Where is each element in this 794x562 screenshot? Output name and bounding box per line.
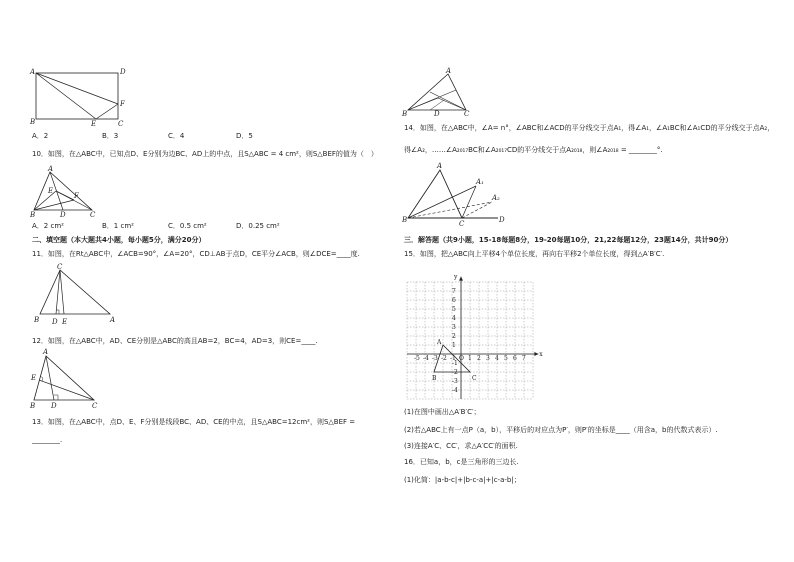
q11-label-a: A xyxy=(110,316,116,324)
x-tick-label: 4 xyxy=(495,355,499,362)
q14-big-label-a: A xyxy=(437,162,443,170)
y-tick-label: 1 xyxy=(452,342,456,349)
q9-option-b[interactable]: B．3 xyxy=(102,132,119,140)
q9-label-a: A xyxy=(30,68,36,76)
q10-option-d[interactable]: D．0.25 cm² xyxy=(236,222,280,230)
q14-big-label-a2: A₂ xyxy=(492,194,500,202)
q9-label-b: B xyxy=(30,118,36,126)
x-tick-label: O xyxy=(459,355,464,362)
q14-big-label-a1: A₁ xyxy=(476,178,484,186)
q12-label-d: D xyxy=(51,402,57,410)
q10-label-d: D xyxy=(60,211,66,219)
q10-label-e: E xyxy=(48,187,54,195)
q14-line-inner-2 xyxy=(438,98,466,110)
q14-big-triangle xyxy=(408,170,462,218)
q11-label-d: D xyxy=(52,318,58,326)
q11-label-b: B xyxy=(34,316,40,324)
q9-line-ae xyxy=(36,73,96,119)
section-3-heading: 三．解答题（共9小题，15-18每题8分，19-20每题10分，21,22每题12分，23题14分，共计90分） xyxy=(404,236,733,244)
q10-line-ef xyxy=(56,191,74,200)
q12-label-b: B xyxy=(30,402,36,410)
y-tick-label: 5 xyxy=(452,306,456,313)
x-tick-label: -4 xyxy=(423,355,429,362)
q14-big-label-d: D xyxy=(499,216,505,224)
q9-line-af xyxy=(36,73,118,104)
q10-triangle xyxy=(34,172,92,210)
q14-line-ba2 xyxy=(408,202,492,218)
q10-option-b[interactable]: B．1 cm² xyxy=(102,222,134,230)
y-tick-label: -3 xyxy=(452,378,458,385)
q14-big-label-b: B xyxy=(402,216,408,224)
y-tick-label: -2 xyxy=(452,369,458,376)
q15-question: 15．如图，把△ABC向上平移4个单位长度，再向右平移2个单位长度，得到△A′B′C′. xyxy=(404,250,665,258)
q9-label-d: D xyxy=(120,68,126,76)
q12-label-e: E xyxy=(31,374,37,382)
x-tick-label: 1 xyxy=(468,355,472,362)
q14-triangle xyxy=(408,74,466,110)
q11-label-e: E xyxy=(62,318,68,326)
q13-question: 13．如图，在△ABC中，点D、E、F分别是线段BC、AD、CE的中点，且S△ABC=12cm²，则S△BEF = xyxy=(32,418,356,426)
q10-figure xyxy=(28,166,108,218)
section-2-heading: 二、填空题（本大题共4小题，每小题5分，满分20分） xyxy=(32,236,206,244)
q11-line-ce xyxy=(60,270,64,314)
x-axis-label: x xyxy=(539,351,543,358)
q14-label-d: D xyxy=(434,110,440,118)
q13-answer-blank[interactable]: ________. xyxy=(32,436,63,444)
q9-option-c[interactable]: C．4 xyxy=(168,132,185,140)
q14-line-inner-1 xyxy=(408,98,438,110)
q11-figure xyxy=(28,262,120,326)
y-axis-arrow xyxy=(459,277,463,281)
y-tick-label: -1 xyxy=(452,360,458,367)
q15-part3: (3)连接A′C、CC′，求△A′CC′的面积. xyxy=(404,442,518,450)
triangle-label-a: A xyxy=(437,339,442,346)
y-tick-label: 6 xyxy=(452,297,456,304)
y-tick-label: 3 xyxy=(452,324,456,331)
q12-label-c: C xyxy=(92,402,98,410)
q10-option-a[interactable]: A．2 cm² xyxy=(32,222,64,230)
q14-label-c: C xyxy=(464,110,470,118)
triangle-label-c: C xyxy=(472,375,477,382)
q14-big-label-c: C xyxy=(459,220,465,228)
x-tick-label: -1 xyxy=(450,355,456,362)
q14-question-line1: 14．如图，在△ABC中，∠A= n°，∠ABC和∠ACD的平分线交于点A₁，得∠A₁，∠A₁BC和∠A₁CD的平分线交于点A₂， xyxy=(404,124,775,132)
q15-coordinate-grid xyxy=(405,264,545,399)
q11-triangle xyxy=(40,270,110,314)
q14-line-bisector-c xyxy=(430,92,466,110)
x-tick-label: 3 xyxy=(486,355,490,362)
q14-question-line2: 得∠A₂，……∠A₂₀₁₇BC和∠A₂₀₁₇CD的平分线交于点A₂₀₁₈，则∠A₂₀₁₈ = ________°. xyxy=(404,146,663,154)
q10-label-c: C xyxy=(90,211,96,219)
x-tick-label: -3 xyxy=(432,355,438,362)
q9-figure xyxy=(28,66,128,128)
q10-label-a: A xyxy=(48,165,54,173)
x-tick-label: 7 xyxy=(522,355,526,362)
q12-question: 12．如图，在△ABC中，AD、CE分别是△ABC的高且AB=2，BC=4，AD=3，则CE=____. xyxy=(32,337,318,345)
q16-part1: (1)化简：|a-b-c|+|b-c-a|+|c-a-b|； xyxy=(404,476,521,484)
q14-label-a: A xyxy=(446,67,452,75)
x-tick-label: -5 xyxy=(414,355,420,362)
x-axis-arrow xyxy=(534,352,538,356)
q14-figure xyxy=(400,68,476,118)
q10-label-b: B xyxy=(30,211,36,219)
x-tick-label: 6 xyxy=(513,355,517,362)
q14-line-ca1 xyxy=(462,186,476,218)
q14-label-b: B xyxy=(402,110,408,118)
y-tick-label: 2 xyxy=(452,333,456,340)
y-tick-label: 7 xyxy=(452,288,456,295)
q11-label-c: C xyxy=(57,263,63,271)
y-axis-label: y xyxy=(454,273,458,281)
x-tick-label: 2 xyxy=(477,355,481,362)
q14-line-inner-3 xyxy=(430,100,444,110)
q11-question: 11．如图，在Rt△ABC中，∠ACB=90°，∠A=20°，CD⊥AB于点D，CE平分∠ACB，则∠DCE=____度. xyxy=(32,250,360,258)
q12-figure xyxy=(28,348,104,412)
q10-label-f: F xyxy=(74,192,79,200)
x-tick-label: -2 xyxy=(441,355,447,362)
q10-option-c[interactable]: C．0.5 cm² xyxy=(168,222,207,230)
q12-right-angle-mark-d xyxy=(54,395,58,400)
q10-question: 10．如图，在△ABC中，已知点D、E分别为边BC、AD上的中点，且S△ABC = 4 cm²，则S△BEF的值为（ ） xyxy=(32,150,378,158)
q9-label-e: E xyxy=(91,120,97,128)
q12-line-ce xyxy=(39,380,94,400)
y-tick-label: 4 xyxy=(452,315,456,322)
q15-part2: (2)若△ABC上有一点P（a，b），平移后的对应点为P′，则P′的坐标是____（用含a，b的代数式表示）. xyxy=(404,426,718,434)
q9-option-d[interactable]: D．5 xyxy=(236,132,253,140)
q9-label-f: F xyxy=(120,100,125,108)
q9-option-a[interactable]: A．2 xyxy=(32,132,49,140)
q9-label-c: C xyxy=(118,120,124,128)
q9-line-ef xyxy=(96,104,118,119)
q12-label-a: A xyxy=(43,348,49,356)
q16-question: 16．已知a，b，c是三角形的三边长. xyxy=(404,458,519,466)
q15-part1: (1)在图中画出△A′B′C′； xyxy=(404,408,481,416)
x-tick-label: 5 xyxy=(504,355,508,362)
y-tick-label: -4 xyxy=(452,387,458,394)
q14-line-ca2 xyxy=(462,202,492,218)
q14-bisector-figure xyxy=(400,160,510,228)
triangle-label-b: B xyxy=(432,375,437,382)
